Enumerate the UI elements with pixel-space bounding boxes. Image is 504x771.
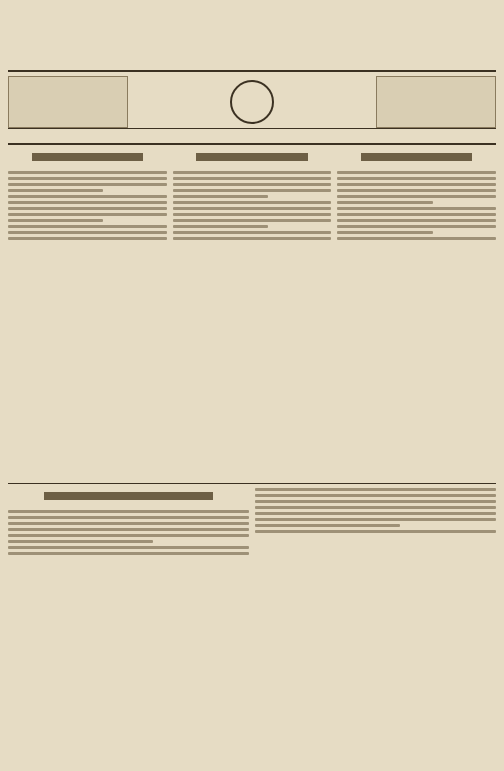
- column-2-heading: [196, 153, 307, 161]
- section-divider: [8, 483, 496, 484]
- column-1: [8, 149, 167, 479]
- bottom-right: [255, 488, 496, 738]
- masthead: [8, 6, 496, 72]
- bottom-left: [8, 488, 249, 738]
- subhead: [8, 76, 496, 129]
- main-columns: [8, 149, 496, 479]
- bottom-left-heading: [44, 492, 213, 500]
- column-1-heading: [32, 153, 143, 161]
- subhead-right-box: [376, 76, 496, 128]
- bottom-section: [8, 488, 496, 738]
- column-2: [173, 149, 332, 479]
- subhead-left-box: [8, 76, 128, 128]
- column-3: [337, 149, 496, 479]
- coat-of-arms-icon: [230, 80, 274, 124]
- dateline: [8, 131, 496, 145]
- subhead-center: [134, 76, 370, 128]
- column-3-heading: [361, 153, 472, 161]
